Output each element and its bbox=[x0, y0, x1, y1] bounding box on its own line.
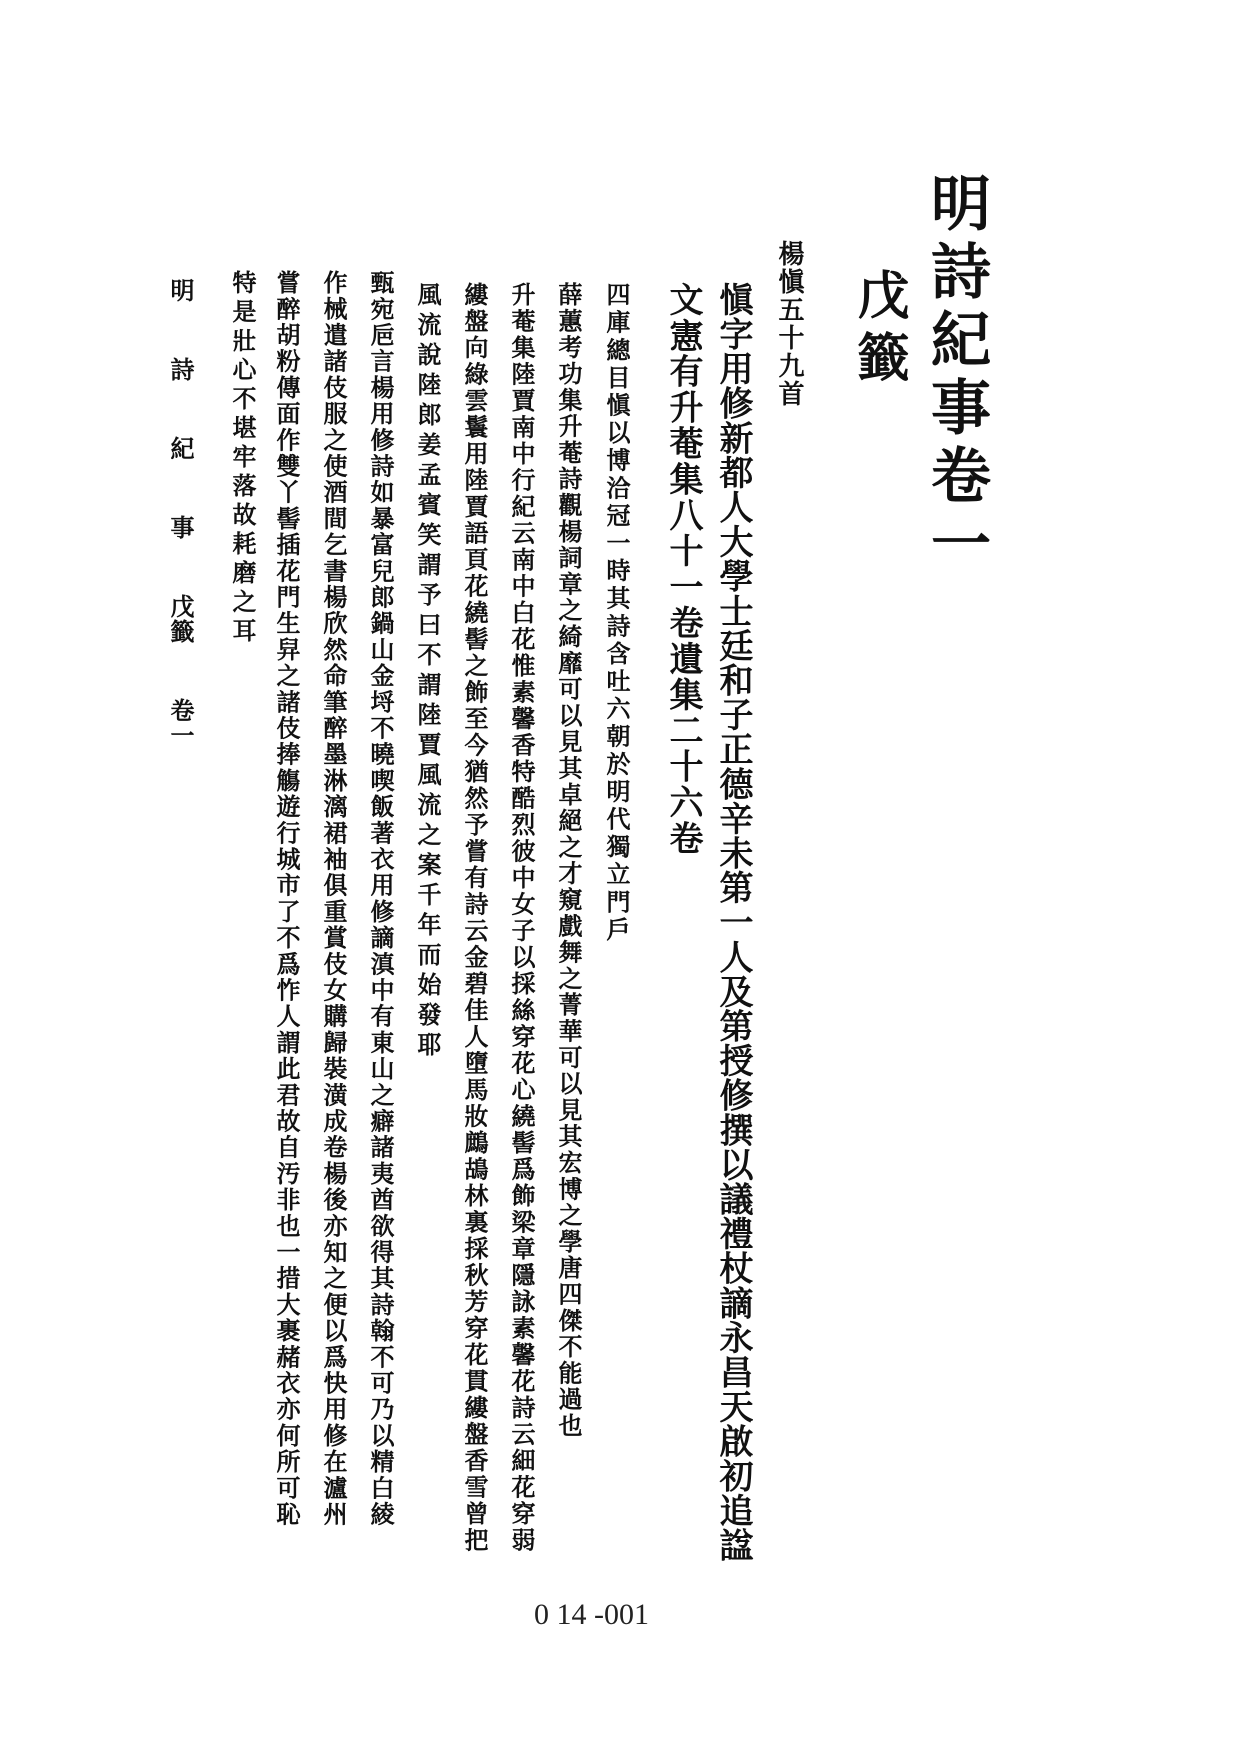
page-footer: 明 詩 紀 事 戊籤 卷一 bbox=[166, 278, 195, 748]
commentary-column: 四庫總目愼以博洽冠一時其詩含吐六朝於明代獨立門戶 bbox=[602, 282, 631, 945]
page-number: 0 14 -001 bbox=[534, 1598, 649, 1631]
bio-column: 愼字用修新都人大學士廷和子正德辛未第一人及第授修撰以議禮杖謫永昌天啟初追諡 bbox=[713, 282, 753, 1563]
commentary-column: 風流說陸郎姜孟賓笑謂予曰不謂陸賈風流之案千年而始發耶 bbox=[413, 282, 442, 1062]
commentary-column: 甄宛巵言楊用修詩如暴富兒郎鍋山金埒不曉喫飯著衣用修謫滇中有東山之癖諸夷酋欲得其詩翰不可乃以精白綾 bbox=[366, 270, 395, 1528]
commentary-column: 升菴集陸賈南中行紀云南中白花惟素馨香特酷烈彼中女子以採絲穿花心繞髻爲飾梁章隱詠素馨花詩云細花穿弱 bbox=[507, 282, 536, 1554]
commentary-column: 作械遣諸伎服之使酒間乞書楊欣然命筆醉墨淋漓裙袖俱重賞伎女購歸裝潢成卷楊後亦知之便以爲快用修在瀘州 bbox=[319, 270, 348, 1528]
commentary-column: 特是壯心不堪牢落故耗磨之耳 bbox=[228, 270, 257, 647]
bio-column: 文憲有升菴集八十一卷遺集二十六卷 bbox=[663, 282, 703, 857]
page-title: 明詩紀事卷一 bbox=[921, 172, 991, 580]
commentary-column: 薛蕙考功集升菴詩觀楊詞章之綺靡可以見其卓絕之才窺戲舞之菁華可以見其宏博之學唐四傑不能過也 bbox=[554, 282, 583, 1440]
section-heading: 戊籤 bbox=[848, 268, 909, 392]
poet-heading: 楊愼五十九首 bbox=[774, 240, 804, 408]
commentary-column: 嘗醉胡粉傳面作雙丫髻插花門生舁之諸伎捧觴遊行城市了不爲怍人謂此君故自汚非也一措大裹赭衣亦何所可恥 bbox=[272, 270, 301, 1528]
commentary-column: 縷盤向綠雲鬟用陸賈語頁花繞髻之飾至今猶然予嘗有詩云金碧佳人墮馬妝鷓鴣林裏採秋芳穿花貫縷盤香雪曾把 bbox=[460, 282, 489, 1554]
